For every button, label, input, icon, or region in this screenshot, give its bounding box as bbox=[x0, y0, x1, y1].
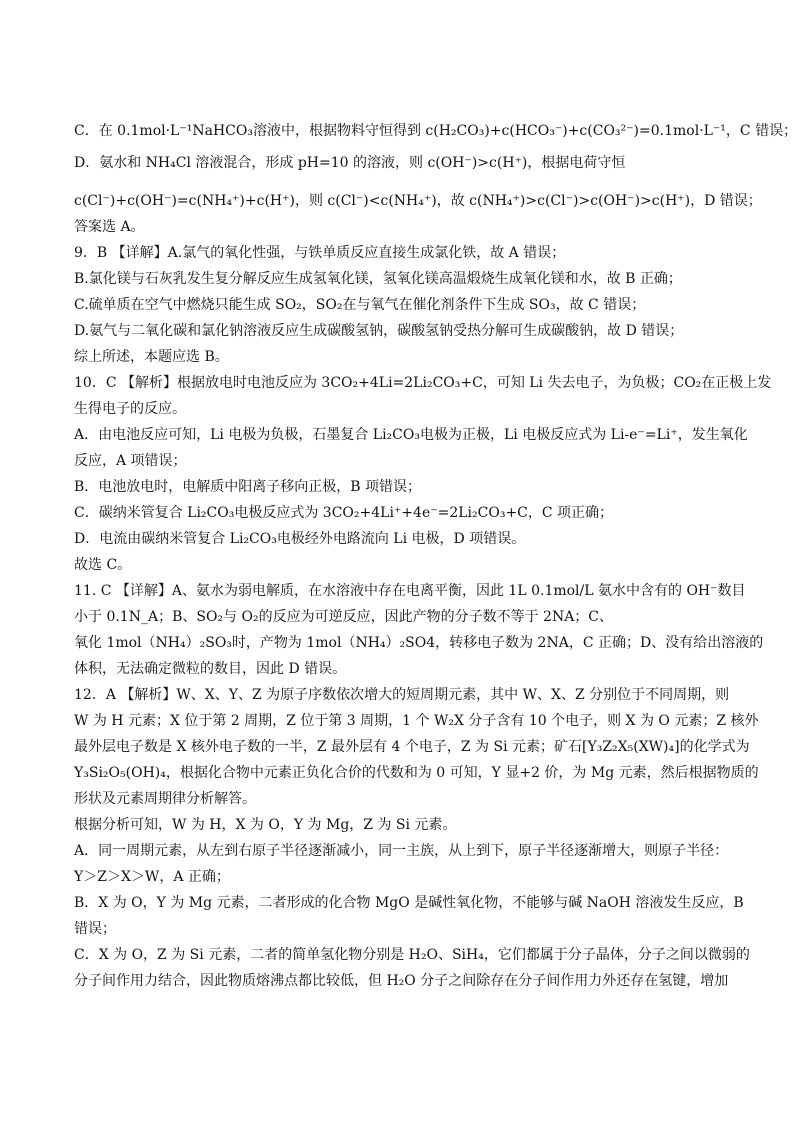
text-line: 根据分析可知，W 为 H，X 为 O，Y 为 Mg，Z 为 Si 元素。 bbox=[74, 817, 457, 833]
text-line: B.氯化镁与石灰乳发生复分解反应生成氢氧化镁，氢氧化镁高温煅烧生成氧化镁和水，故 B 正确； bbox=[74, 271, 682, 287]
text-line: 综上所述，本题应选 B。 bbox=[74, 349, 229, 365]
text-line: 形状及元素周期律分析解答。 bbox=[74, 791, 256, 807]
text-line: Y＞Z＞X＞W，A 正确； bbox=[74, 869, 230, 885]
text-line: D．电流由碳纳米管复合 Li₂CO₃电极经外电路流向 Li 电极，D 项错误。 bbox=[74, 531, 526, 547]
text-line: 体积，无法确定微粒的数目，因此 D 错误。 bbox=[74, 661, 347, 677]
text-line: 氧化 1mol（NH₄）₂SO₃时，产物为 1mol（NH₄）₂SO4，转移电子数为 2NA，C 正确；D、没有给出溶液的 bbox=[74, 635, 764, 651]
text-line: 10．C 【解析】根据放电时电池反应为 3CO₂+4Li=2Li₂CO₃+C，可知 Li 失去电子，为负极；CO₂在正极上发 bbox=[74, 375, 772, 391]
text-line: 小于 0.1N_A；B、SO₂与 O₂的反应为可逆反应，因此产物的分子数不等于 2NA；C、 bbox=[74, 609, 614, 625]
text-line: C．在 0.1mol·L⁻¹NaHCO₃溶液中，根据物料守恒得到 c(H₂CO₃)+c(HCO₃⁻)+c(CO₃²⁻)=0.1mol·L⁻¹，C 错误； bbox=[74, 123, 797, 139]
text-line: C．X 为 O，Z 为 Si 元素，二者的简单氢化物分别是 H₂O、SiH₄，它们都属于分子晶体，分子之间以微弱的 bbox=[74, 947, 750, 963]
text-line: A．同一周期元素，从左到右原子半径逐渐减小，同一主族，从上到下，原子半径逐渐增大，则原子半径： bbox=[74, 843, 729, 859]
text-line: 生得电子的反应。 bbox=[74, 401, 186, 417]
text-line: B．电池放电时，电解质中阳离子移向正极，B 项错误； bbox=[74, 479, 422, 495]
text-line: 分子间作用力结合，因此物质熔沸点都比较低，但 H₂O 分子之间除存在分子间作用力外还存在氢键，增加 bbox=[74, 973, 729, 989]
text-line: A．由电池反应可知，Li 电极为负极，石墨复合 Li₂CO₃电极为正极，Li 电极反应式为 Li-e⁻=Li⁺，发生氧化 bbox=[74, 427, 748, 443]
text-line: 9．B 【详解】A.氯气的氧化性强，与铁单质反应直接生成氯化铁，故 A 错误； bbox=[74, 245, 566, 261]
text-line: C．碳纳米管复合 Li₂CO₃电极反应式为 3CO₂+4Li⁺+4e⁻=2Li₂CO₃+C，C 项正确； bbox=[74, 505, 614, 521]
text-line: D.氨气与二氧化碳和氯化钠溶液反应生成碳酸氢钠，碳酸氢钠受热分解可生成碳酸钠，故 D 错误； bbox=[74, 323, 684, 339]
text-line: 反应，A 项错误； bbox=[74, 453, 187, 469]
text-line: D．氨水和 NH₄Cl 溶液混合，形成 pH=10 的溶液，则 c(OH⁻)>c(H⁺)，根据电荷守恒 bbox=[74, 155, 626, 171]
text-line: 最外层电子数是 X 核外电子数的一半，Z 最外层有 4 个电子，Z 为 Si 元素；矿石[Y₃Z₂X₅(XW)₄]的化学式为 bbox=[74, 739, 750, 755]
text-line: C.硫单质在空气中燃烧只能生成 SO₂，SO₂在与氧气在催化剂条件下生成 SO₃，故 C 错误； bbox=[74, 297, 646, 313]
answer-explanation-text bbox=[74, 118, 797, 994]
text-line: c(Cl⁻)+c(OH⁻)=c(NH₄⁺)+c(H⁺)，则 c(Cl⁻)<c(NH₄⁺)，故 c(NH₄⁺)>c(Cl⁻)>c(OH⁻)>c(H⁺)，D 错误； bbox=[74, 193, 762, 209]
text-line: 答案选 A。 bbox=[74, 219, 145, 235]
text-line: Y₃Si₂O₅(OH)₄，根据化合物中元素正负化合价的代数和为 0 可知，Y 显+2 价，为 Mg 元素，然后根据物质的 bbox=[74, 765, 759, 781]
text-line: 故选 C。 bbox=[74, 557, 132, 573]
text-line: W 为 H 元素；X 位于第 2 周期，Z 位于第 3 周期，1 个 W₂X 分子含有 10 个电子，则 X 为 O 元素；Z 核外 bbox=[74, 713, 759, 729]
text-line: 12．A 【解析】W、X、Y、Z 为原子序数依次增大的短周期元素，其中 W、X、Z 分别位于不同周期，则 bbox=[74, 687, 730, 703]
text-line: B．X 为 O，Y 为 Mg 元素，二者形成的化合物 MgO 是碱性氧化物，不能够与碱 NaOH 溶液发生反应，B bbox=[74, 895, 744, 911]
text-line: 错误； bbox=[74, 921, 116, 937]
text-line: 11. C 【详解】A、氨水为弱电解质，在水溶液中存在电离平衡，因此 1L 0.1mol/L 氨水中含有的 OH⁻数目 bbox=[74, 583, 746, 599]
